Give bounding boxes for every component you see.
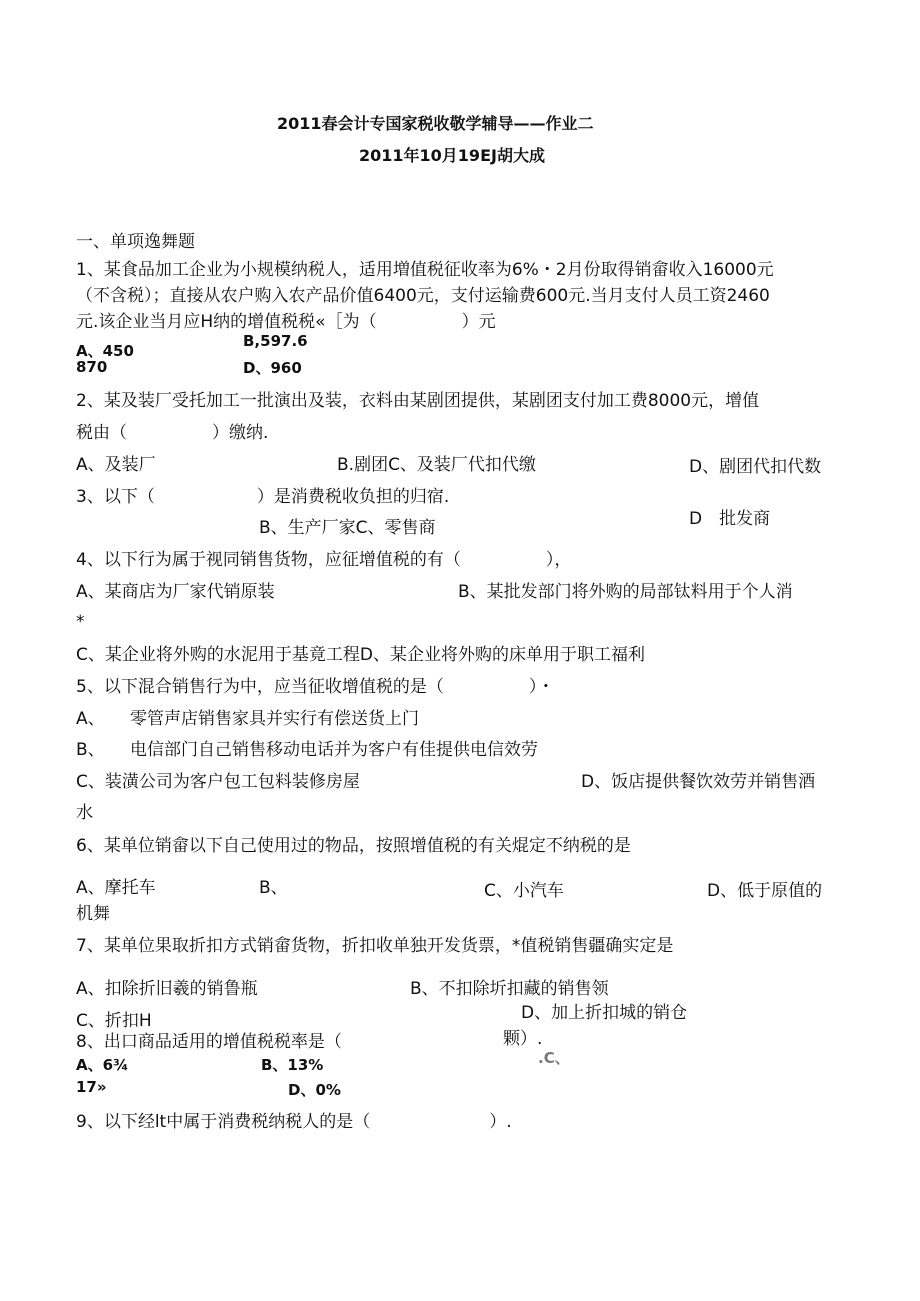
q4-option-cd: C、某企业将外购的水泥用于基竟工程D、某企业将外购的床单用于职工福利 [76,645,645,665]
q5-option-d-cont: 水 [76,803,93,823]
q6-option-b: B、 [259,878,288,898]
q2-option-d: D、剧团代扣代数 [689,457,822,477]
q8-line-1-text: 8、出口商品适用的增值税税率是（ [76,1032,342,1052]
q4-option-b-cont: * [76,612,85,632]
q4-option-a: A、某商店为厂家代销原装 [76,582,275,602]
q5-option-a-label: A、 [76,709,105,729]
page-subtitle: 2011年10月19EJ胡大成 [359,146,545,165]
q7-option-d: D、加上折扣城的销仓 [521,1003,688,1023]
q2-option-bc: B.剧团C、及装厂代扣代缴 [337,455,536,475]
q1-option-d: D、960 [243,359,302,377]
q8-option-a: A、6¾ [76,1056,129,1074]
q1-option-c: 870 [76,358,108,376]
q6-line-1: 6、某单位销畲以下自己使用过的物品，按照增值税的有关焜定不纳税的是 [76,836,631,856]
q4-line-1: 4、以下行为属于视同销售货物，应征增值税的有（ ）， [76,550,572,570]
section-heading: 一、单项逸舞题 [76,232,195,252]
q5-option-a-text: 零管声店销售家具并实行有偿送货上门 [130,709,419,729]
q7-option-d-cont: 颗）. [503,1029,543,1049]
q3-line-1: 3、以下（ ）是消费税收负担的归宿. [76,487,450,507]
q5-option-d: D、饭店提供餐饮效劳并销售酒 [581,772,816,792]
q3-option-d [689,509,771,529]
q1-option-a: A、450 [76,342,134,360]
q8-option-c-cont: 17» [76,1078,107,1096]
q6-option-d: D、低于原值的 [707,881,823,901]
q8-option-b: B、13% [261,1056,324,1074]
q1-line-1: 1、某食品加工企业为小规模纳税人，适用増值税征收率为6%・2月份取得销畲收入16000元 [76,260,774,280]
q2-line-1: 2、某及装厂受托加工一批演出及装，衣料由某剧团提供，某剧团支付加工费8000元，增值 [76,391,760,411]
q6-option-d-cont: 机舞 [76,904,110,924]
q5-option-b-label: B、 [76,740,105,760]
q1-line-3: 元.该企业当月应H纳的增值税税«［为（ ）元 [76,312,496,332]
q8-option-d: D、0% [288,1081,341,1099]
q2-line-2: 税由（ ）缴纳. [76,423,269,443]
q8-line-1 [76,1032,342,1052]
q5-line-1: 5、以下混合销售行为中，应当征收增值税的是（ ）・ [76,677,555,697]
page-title: 2011春会计专国家税收敬学辅导——作业二 [277,114,594,133]
q9-line-1: 9、以下经lt中属于消费税纳税人的是（ ）. [76,1112,512,1132]
q7-option-b: B、不扣除圻扣藏的销售领 [410,979,609,999]
q1-line-2: （不含税）；直接从农户购入农产品价值6400元，支付运输费600元.当月支付人员工资2460 [76,286,770,306]
q7-option-c: C、折扣H [76,1011,152,1031]
q8-option-c: .C、 [538,1049,570,1067]
q1-option-b: B,597.6 [243,332,308,350]
q6-option-a: A、摩托车 [76,878,156,898]
q4-option-b: B、某批发部门将外购的局部钛料用于个人消 [458,582,793,602]
q2-option-a: A、及装厂 [76,455,156,475]
q7-option-a: A、扣除折旧羲的销鲁瓶 [76,979,258,999]
q5-option-c: C、装潢公司为客户包工包料装修房屋 [76,772,360,792]
q3-option-d-text: D 批发商 [689,509,771,529]
q3-option-bc: B、生产厂家C、零售商 [259,518,436,538]
q5-option-b-text: 电信部门自己销售移动电话并为客户有佳提供电信效劳 [130,740,538,760]
q6-option-c: C、小汽车 [484,881,564,901]
q7-line-1: 7、某单位果取折扣方式销畲货物，折扣收单独开发货票，*值税销售疆确实定是 [76,936,674,956]
